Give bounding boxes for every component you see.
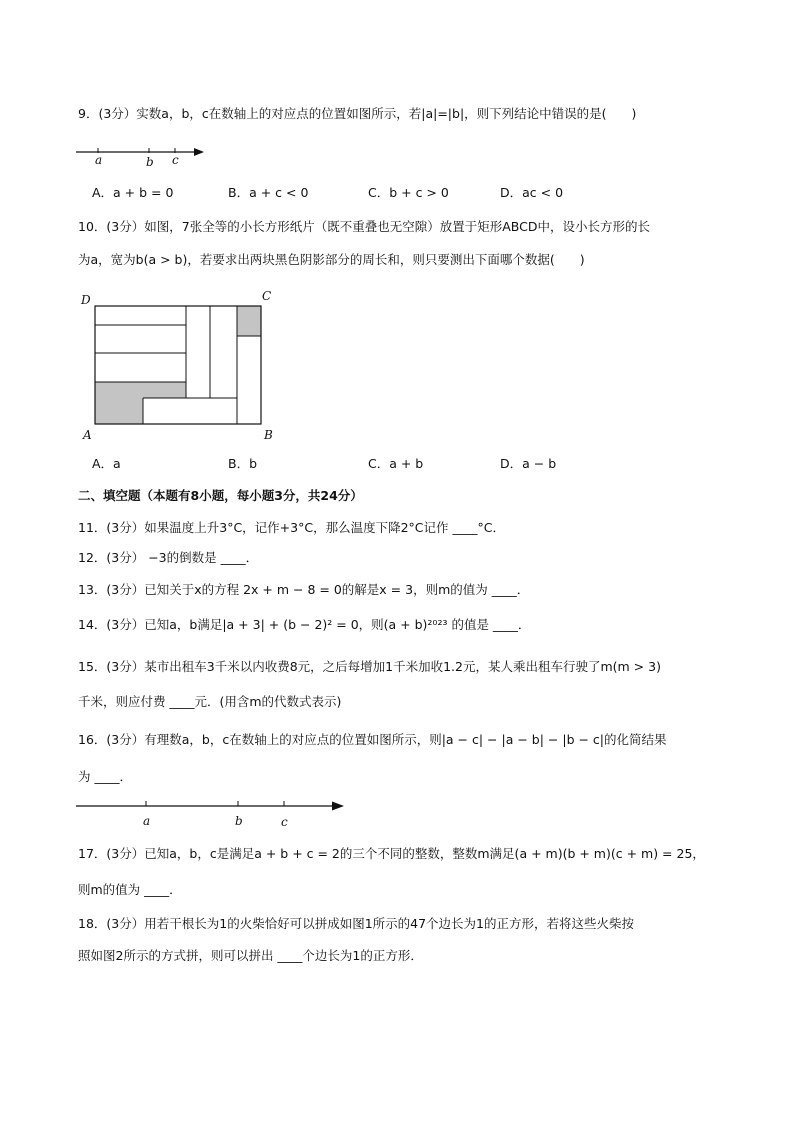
q10-shaded-topright — [237, 306, 261, 336]
q10-label-a: A — [83, 428, 92, 442]
q16-label-a: a — [143, 814, 151, 828]
q17-line2: 则m的值为 ____． — [78, 882, 182, 897]
q10-line2: 为a，宽为b(a > b)，若要求出两块黑色阴影部分的周长和，则只要测出下面哪个数据( ) — [78, 252, 585, 267]
q10-shaded-bottomleft — [95, 382, 186, 398]
q14-text: 14．(3分）已知a，b满足|a + 3| + (b − 2)² = 0，则(a + b)²⁰²³ 的值是 ____． — [78, 617, 531, 632]
q9-label-c: c — [172, 153, 179, 167]
q9-option-c: C．b + c > 0 — [368, 185, 449, 200]
q9-option-b: B．a + c < 0 — [228, 185, 309, 200]
q10-option-b: B．b — [228, 456, 258, 471]
q9-label-a: a — [95, 153, 103, 167]
q12-text: 12．(3分） −3的倒数是 ____． — [78, 550, 259, 565]
q17-line1: 17．(3分）已知a，b，c是满足a + b + c = 2的三个不同的整数，整数m满足(a + m)(b + m)(c + m) = 25， — [78, 846, 705, 861]
q9-text: 9．(3分）实数a，b，c在数轴上的对应点的位置如图所示，若|a|=|b|，则下列结论中错误的是( ) — [78, 106, 637, 121]
q10-rectangle-figure — [78, 288, 283, 444]
q9-option-a: A．a + b = 0 — [92, 185, 174, 200]
q16-label-b: b — [235, 814, 243, 828]
q10-option-d: D．a − b — [500, 456, 557, 471]
q13-text: 13．(3分）已知关于x的方程 2x + m − 8 = 0的解是x = 3，则m的值为 ____． — [78, 582, 530, 597]
q9-option-d: D．ac < 0 — [500, 185, 564, 200]
q16-line2: 为 ____． — [78, 769, 132, 784]
q18-line1: 18．(3分）用若干根长为1的火柴恰好可以拼成如图1所示的47个边长为1的正方形，若将这些火柴按 — [78, 916, 635, 931]
q10-label-c: C — [262, 289, 272, 303]
q15-line2: 千米，则应付费 ____元．(用含m的代数式表示) — [78, 694, 342, 709]
q10-label-b: B — [264, 428, 273, 442]
q9-label-b: b — [146, 155, 154, 168]
q10-option-c: C．a + b — [368, 456, 424, 471]
q15-line1: 15．(3分）某市出租车3千米以内收费8元，之后每增加1千米加收1.2元，某人乘出租车行驶了m(m > 3) — [78, 659, 661, 674]
q16-number-line — [74, 796, 352, 830]
q16-label-c: c — [281, 815, 288, 829]
section-2-title: 二、填空题（本题有8小题，每小题3分，共24分） — [78, 488, 363, 503]
q11-text: 11．(3分）如果温度上升3°C，记作+3°C，那么温度下降2°C记作 ____°C． — [78, 520, 505, 535]
q10-line1: 10．(3分）如图，7张全等的小长方形纸片（既不重叠也无空隙）放置于矩形ABCD中，设小长方形的长 — [78, 219, 650, 234]
q16-line1: 16．(3分）有理数a，b，c在数轴上的对应点的位置如图所示，则|a − c| − |a − b| − |b − c|的化简结果 — [78, 732, 667, 747]
q18-line2: 照如图2所示的方式拼，则可以拼出 ____个边长为1的正方形． — [78, 948, 423, 963]
q10-option-a: A．a — [92, 456, 121, 471]
q9-number-line — [74, 142, 210, 168]
q10-label-d: D — [81, 293, 91, 307]
